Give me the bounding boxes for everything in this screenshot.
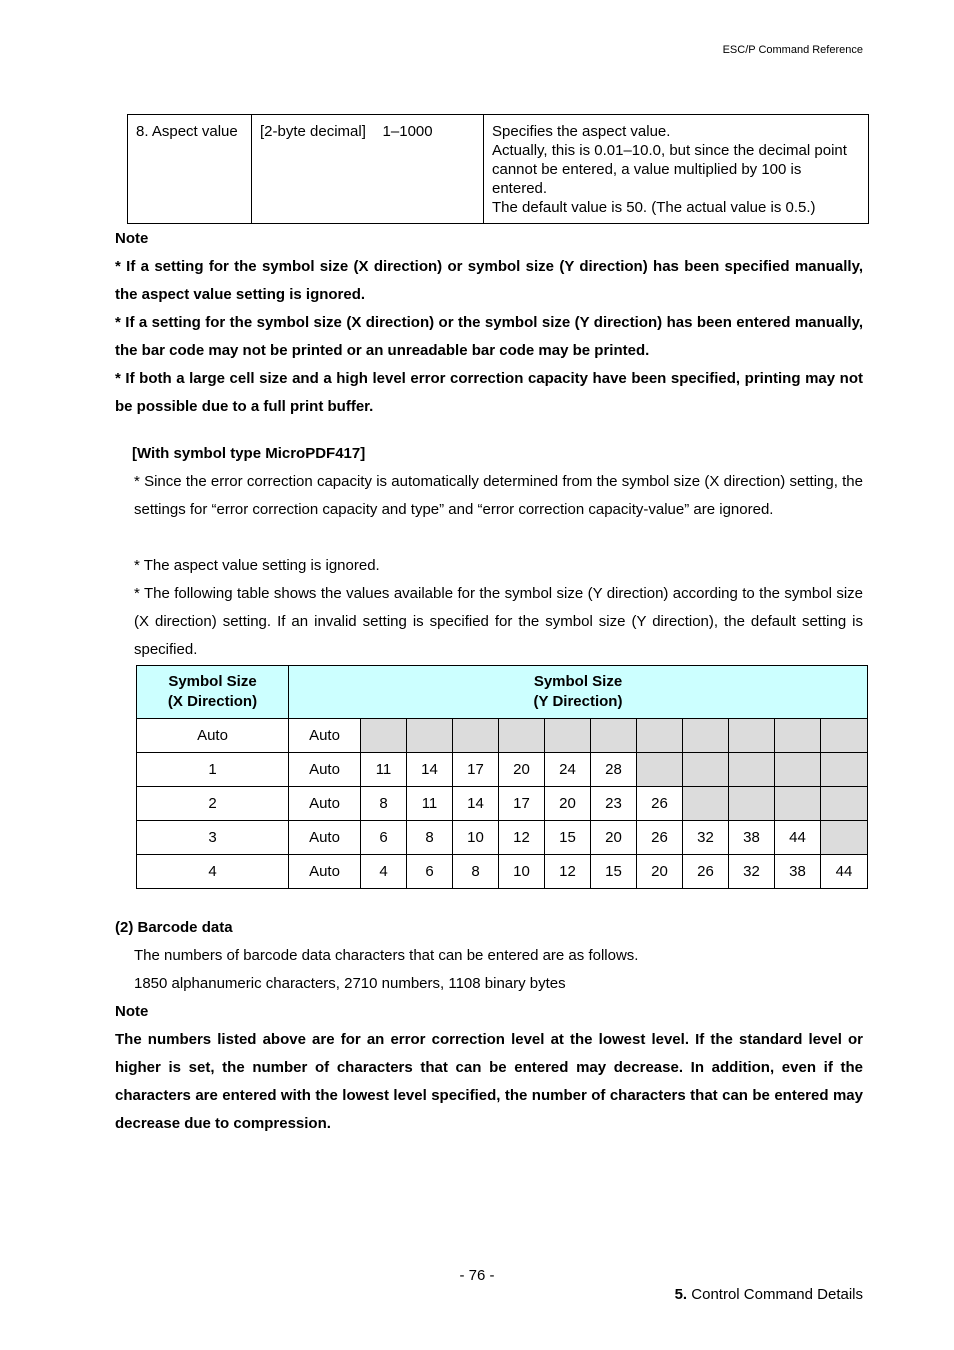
y-size-cell: 17 (453, 753, 499, 787)
y-size-cell: 20 (637, 855, 683, 889)
y-size-cell: 44 (775, 821, 821, 855)
y-size-cell: 17 (499, 787, 545, 821)
param-name-cell: 8. Aspect value (128, 115, 252, 224)
y-size-cell (453, 719, 499, 753)
table-row (137, 821, 868, 855)
y-size-cell: 10 (499, 855, 545, 889)
y-size-cell: 12 (545, 855, 591, 889)
y-size-cell: 24 (545, 753, 591, 787)
barcode-line: The numbers of barcode data characters that can be entered are as follows. (134, 947, 639, 964)
barcode-line: 1850 alphanumeric characters, 2710 numbers, 1108 binary bytes (134, 975, 566, 992)
y-size-cell: 20 (499, 753, 545, 787)
y-size-cell (545, 719, 591, 753)
note-text: The numbers listed above are for an error correction level at the lowest level. If the standard level or higher is set, the number of characters that can be entered may decrease. In addition, even if the characters are entered with the lowest level specified, the number of characters that can be entered may decrease due to compression. (115, 1031, 863, 1132)
y-size-cell: 8 (407, 821, 453, 855)
table-header-row (137, 666, 868, 719)
param-desc-line: The default value is 50. (The actual value is 0.5.) (492, 199, 816, 216)
y-size-cell: 6 (407, 855, 453, 889)
y-size-cell: 32 (729, 855, 775, 889)
y-size-cell: 14 (407, 753, 453, 787)
y-size-cell (729, 753, 775, 787)
note-title: Note (115, 230, 149, 247)
param-type-cell: [2-byte decimal] 1–1000 (252, 115, 484, 224)
table-row (137, 787, 868, 821)
y-size-cell (683, 787, 729, 821)
y-size-cell: 38 (775, 855, 821, 889)
param-desc-cell (484, 115, 869, 224)
y-size-cell (591, 719, 637, 753)
y-size-cell (683, 719, 729, 753)
y-size-cell: 28 (591, 753, 637, 787)
chapter-title: Control Command Details (691, 1286, 863, 1303)
y-size-cell (821, 821, 868, 855)
symbol-size-table-body (137, 719, 868, 889)
y-size-cell: 15 (545, 821, 591, 855)
y-size-cell (821, 719, 868, 753)
running-header: ESC/P Command Reference (722, 44, 863, 56)
note-item: * If a setting for the symbol size (X direction) or the symbol size (Y direction) has been entered manually, the bar code may not be printed or an unreadable bar code may be printed. (115, 314, 863, 359)
y-size-cell: 26 (683, 855, 729, 889)
y-size-cell (775, 719, 821, 753)
y-size-cell (683, 753, 729, 787)
y-size-cell (775, 753, 821, 787)
x-size-cell: 3 (137, 821, 289, 855)
param-desc-line: Specifies the aspect value. (492, 123, 671, 140)
y-size-cell (729, 787, 775, 821)
y-size-cell: 20 (545, 787, 591, 821)
y-direction-header: Symbol Size (Y Direction) (289, 666, 868, 719)
param-desc-line: Actually, this is 0.01–10.0, but since the decimal point cannot be entered, a value multiplied by 100 is entered. (492, 142, 847, 197)
micro-item: * The aspect value setting is ignored. (134, 557, 380, 574)
page-number: - 76 - (459, 1267, 495, 1284)
note-item: * If both a large cell size and a high level error correction capacity have been specified, printing may not be possible due to a full print buffer. (115, 370, 863, 415)
x-size-cell: 4 (137, 855, 289, 889)
x-size-cell: 1 (137, 753, 289, 787)
y-size-cell: 8 (453, 855, 499, 889)
table-row (137, 855, 868, 889)
y-size-cell: 32 (683, 821, 729, 855)
y-size-cell: 26 (637, 787, 683, 821)
symbol-size-table (136, 665, 868, 889)
y-size-cell: 11 (407, 787, 453, 821)
y-size-cell: Auto (289, 787, 361, 821)
y-size-cell: 6 (361, 821, 407, 855)
chapter-label (675, 1286, 863, 1303)
table-row (137, 719, 868, 753)
y-size-cell (499, 719, 545, 753)
y-size-cell: 12 (499, 821, 545, 855)
y-size-cell (637, 719, 683, 753)
y-size-cell: 20 (591, 821, 637, 855)
y-size-cell (729, 719, 775, 753)
y-size-cell: 14 (453, 787, 499, 821)
y-size-cell (637, 753, 683, 787)
y-size-cell (361, 719, 407, 753)
section-heading: (2) Barcode data (115, 919, 233, 936)
x-size-cell: Auto (137, 719, 289, 753)
note-item: * If a setting for the symbol size (X direction) or symbol size (Y direction) has been specified manually, the aspect value setting is ignored. (115, 258, 863, 303)
y-size-cell: 44 (821, 855, 868, 889)
micro-item: * The following table shows the values available for the symbol size (Y direction) according to the symbol size (X direction) setting. If an invalid setting is specified for the symbol size (Y direction), the default setting is specified. (134, 585, 863, 658)
table-row (137, 753, 868, 787)
section-heading: [With symbol type MicroPDF417] (132, 445, 366, 462)
y-size-cell: Auto (289, 753, 361, 787)
table-row (128, 115, 869, 224)
y-size-cell (407, 719, 453, 753)
chapter-number: 5. (674, 1286, 688, 1303)
x-size-cell: 2 (137, 787, 289, 821)
y-size-cell: Auto (289, 855, 361, 889)
y-size-cell (775, 787, 821, 821)
y-size-cell: 26 (637, 821, 683, 855)
y-size-cell: 38 (729, 821, 775, 855)
note-title: Note (115, 1003, 149, 1020)
y-size-cell (821, 787, 868, 821)
y-size-cell: 23 (591, 787, 637, 821)
y-size-cell: 15 (591, 855, 637, 889)
y-size-cell: Auto (289, 821, 361, 855)
y-size-cell: 11 (361, 753, 407, 787)
y-size-cell (821, 753, 868, 787)
y-size-cell: 4 (361, 855, 407, 889)
micro-item: * Since the error correction capacity is automatically determined from the symbol size (X direction) setting, the settings for “error correction capacity and type” and “error correction capacity-value” are ignored. (134, 473, 863, 518)
parameter-table (127, 114, 869, 224)
y-size-cell: Auto (289, 719, 361, 753)
x-direction-header: Symbol Size (X Direction) (137, 666, 289, 719)
y-size-cell: 8 (361, 787, 407, 821)
y-size-cell: 10 (453, 821, 499, 855)
